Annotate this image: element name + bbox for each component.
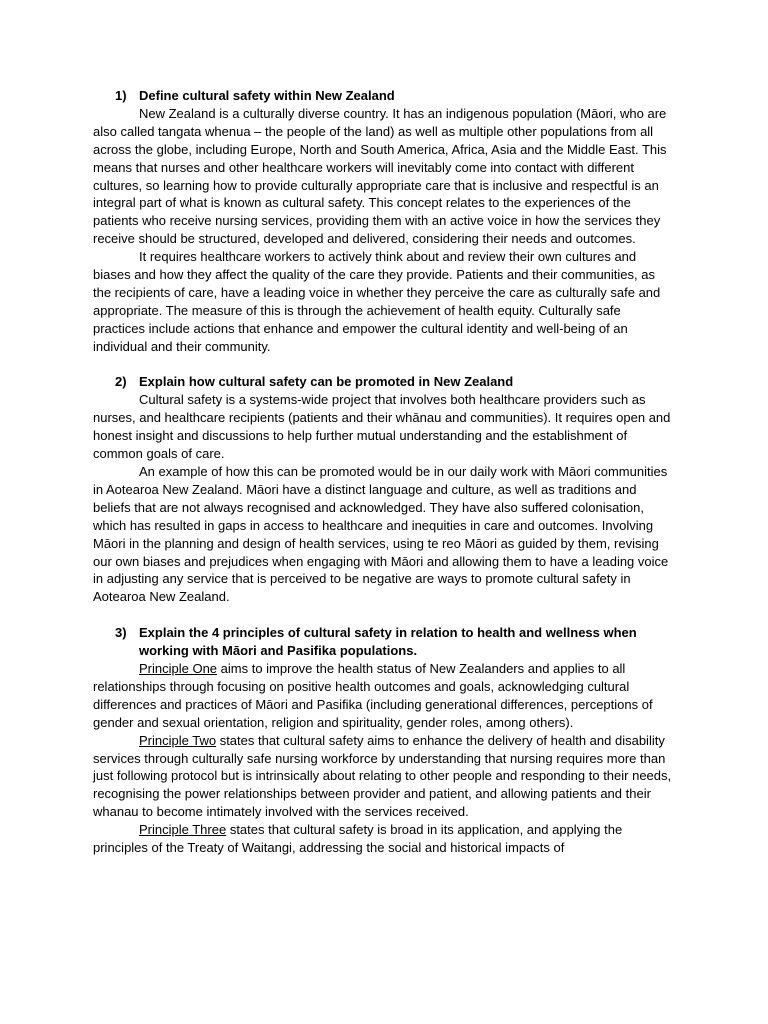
section-number: 2) <box>115 374 127 390</box>
section-2 <box>93 373 672 606</box>
section-number: 3) <box>115 625 127 641</box>
section-heading <box>93 87 672 105</box>
section-heading-text: Explain the 4 principles of cultural safety in relation to health and wellness when working with Māori and Pasifika populations. <box>139 625 637 659</box>
principle-paragraph <box>93 660 672 732</box>
paragraph: An example of how this can be promoted would be in our daily work with Māori communities in Aotearoa New Zealand. Māori have a distinct language and culture, as well as traditions and beliefs that are not always recognised and acknowledged. They have also suffered colonisation, which has resulted in gaps in access to healthcare and inequities in care and outcomes. Involving Māori in the planning and design of health services, using te reo Māori as guided by them, revising our own biases and prejudices when engaging with Māori and allowing them to have a leading voice in adjusting any service that is perceived to be negative are ways to promote cultural safety in Aotearoa New Zealand. <box>93 464 669 605</box>
section-1 <box>93 87 672 356</box>
paragraph: It requires healthcare workers to actively think about and review their own cultures and biases and how they affect the quality of the care they provide. Patients and their communities, as the recipients of care, have a leading voice in whether they perceive the care as culturally safe and appropriate. The measure of this is through the achievement of health equity. Culturally safe practices include actions that enhance and empower the cultural identity and well-being of an individual and their community. <box>93 249 661 354</box>
principle-label: Principle One <box>139 660 218 676</box>
principle-text: states that cultural safety is broad in its application, and applying the principles of the Treaty of Waitangi, addressing the social and historical impacts of <box>93 822 623 856</box>
paragraph: Cultural safety is a systems-wide project that involves both healthcare providers such as nurses, and healthcare recipients (patients and their whānau and communities). It requires open and honest insight and discussions to help further mutual understanding and the establishment of common goals of care. <box>93 392 671 462</box>
principle-text: aims to improve the health status of New Zealanders and applies to all relationships through focusing on positive health outcomes and goals, acknowledging cultural differences and practices of Māori and Pasifika (including generational differences, perceptions of gender and sexual orientation, religion and spirituality, gender roles, among others). <box>93 660 653 730</box>
principle-paragraph <box>93 821 672 857</box>
principle-paragraph <box>93 732 672 822</box>
section-heading <box>93 373 672 391</box>
section-heading-text: Explain how cultural safety can be promoted in New Zealand <box>139 374 514 390</box>
principle-label: Principle Three <box>139 822 227 838</box>
section-heading-text: Define cultural safety within New Zealand <box>139 88 395 103</box>
paragraph: New Zealand is a culturally diverse country. It has an indigenous population (Māori, who are also called tangata whenua – the people of the land) as well as multiple other populations from all across the globe, including Europe, North and South America, Africa, Asia and the Middle East. This means that nurses and other healthcare workers will inevitably come into contact with different cultures, so learning how to provide culturally appropriate care that is inclusive and respectful is an integral part of what is known as cultural safety. This concept relates to the experiences of the patients who receive nursing services, providing them with an active voice in how the services they receive should be structured, developed and delivered, considering their needs and outcomes. <box>93 105 667 247</box>
section-number: 1) <box>115 88 127 103</box>
section-3 <box>93 624 672 857</box>
principle-label: Principle Two <box>139 732 217 748</box>
principle-text: states that cultural safety aims to enhance the delivery of health and disability services through culturally safe nursing workforce by understanding that nursing requires more than just following protocol but is intrinsically about relating to other people and responding to their needs, recognising the power relationships between provider and patient, and allowing patients and their whanau to become intimately involved with the services received. <box>93 732 672 820</box>
section-heading <box>93 624 672 660</box>
